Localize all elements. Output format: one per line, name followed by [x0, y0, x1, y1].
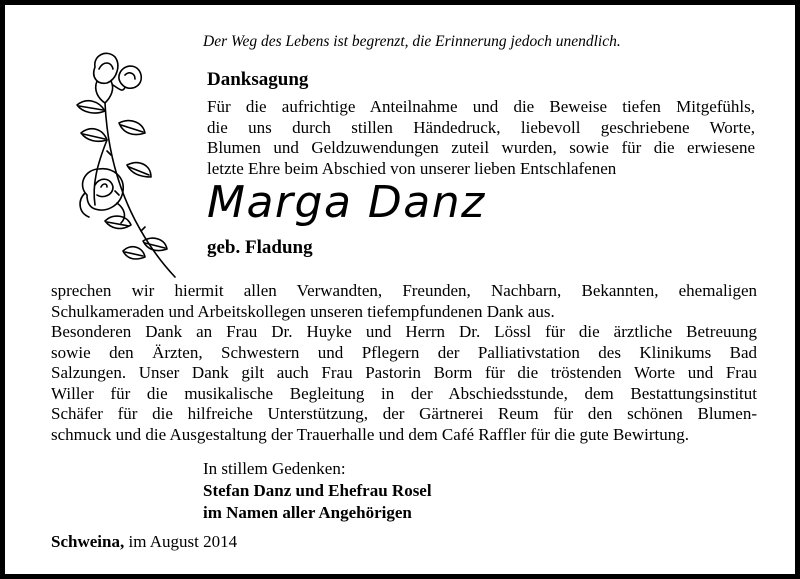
body-line: Schäfer für die hilfreiche Unterstützung, der Gärtnerei Reum für den schönen Blumen- [51, 404, 757, 423]
intro-line: Für die aufrichtige Anteilnahme und die Beweise tiefen Mitgefühls, [207, 97, 755, 116]
place: Schweina, [51, 532, 125, 551]
intro-paragraph [207, 97, 755, 179]
motto: Der Weg des Lebens ist begrenzt, die Erinnerung jedoch unendlich. [203, 33, 621, 50]
mourners: Stefan Danz und Ehefrau Rosel [203, 481, 432, 500]
deceased-name: Marga Danz [207, 177, 486, 228]
heading: Danksagung [207, 69, 309, 90]
regards-line: In stillem Gedenken: [203, 459, 346, 478]
intro-line: Blumen und Geldzuwendungen zuteil wurden, sowie für die erwiesene [207, 138, 755, 157]
place-date [51, 532, 237, 552]
body-line: Schulkameraden und Arbeitskollegen unseren tiefempfundenen Dank aus. [51, 301, 555, 321]
body-line: schmuck und die Ausgestaltung der Trauerhalle und dem Café Raffler für die gute Bewirtung. [51, 424, 689, 444]
body-line: Willer für die musikalische Begleitung in der Abschiedsstunde, dem Bestattungsinstitut [51, 383, 757, 403]
body-line: sowie den Ärzten, Schwestern und Pflegern der Palliativstation des Klinikums Bad [51, 342, 757, 362]
body-line: Besonderen Dank an Frau Dr. Huyke und Herrn Dr. Lössl für die ärztliche Betreuung [51, 322, 757, 341]
rose-illustration-icon [47, 45, 207, 280]
mourners-subline: im Namen aller Angehörigen [203, 503, 412, 522]
date: im August 2014 [128, 532, 238, 551]
body-line: Salzungen. Unser Dank gilt auch Frau Pastorin Borm für die tröstenden Worte und Frau [51, 363, 757, 382]
maiden-name: geb. Fladung [207, 237, 313, 258]
body-line: sprechen wir hiermit allen Verwandten, Freunden, Nachbarn, Bekannten, ehemaligen [51, 281, 757, 300]
intro-line: letzte Ehre beim Abschied von unserer lieben Entschlafenen [207, 158, 617, 178]
intro-line: die uns durch stillen Händedruck, liebevoll geschriebene Worte, [207, 117, 755, 137]
body-paragraph [51, 281, 757, 445]
regards-block [203, 458, 432, 524]
